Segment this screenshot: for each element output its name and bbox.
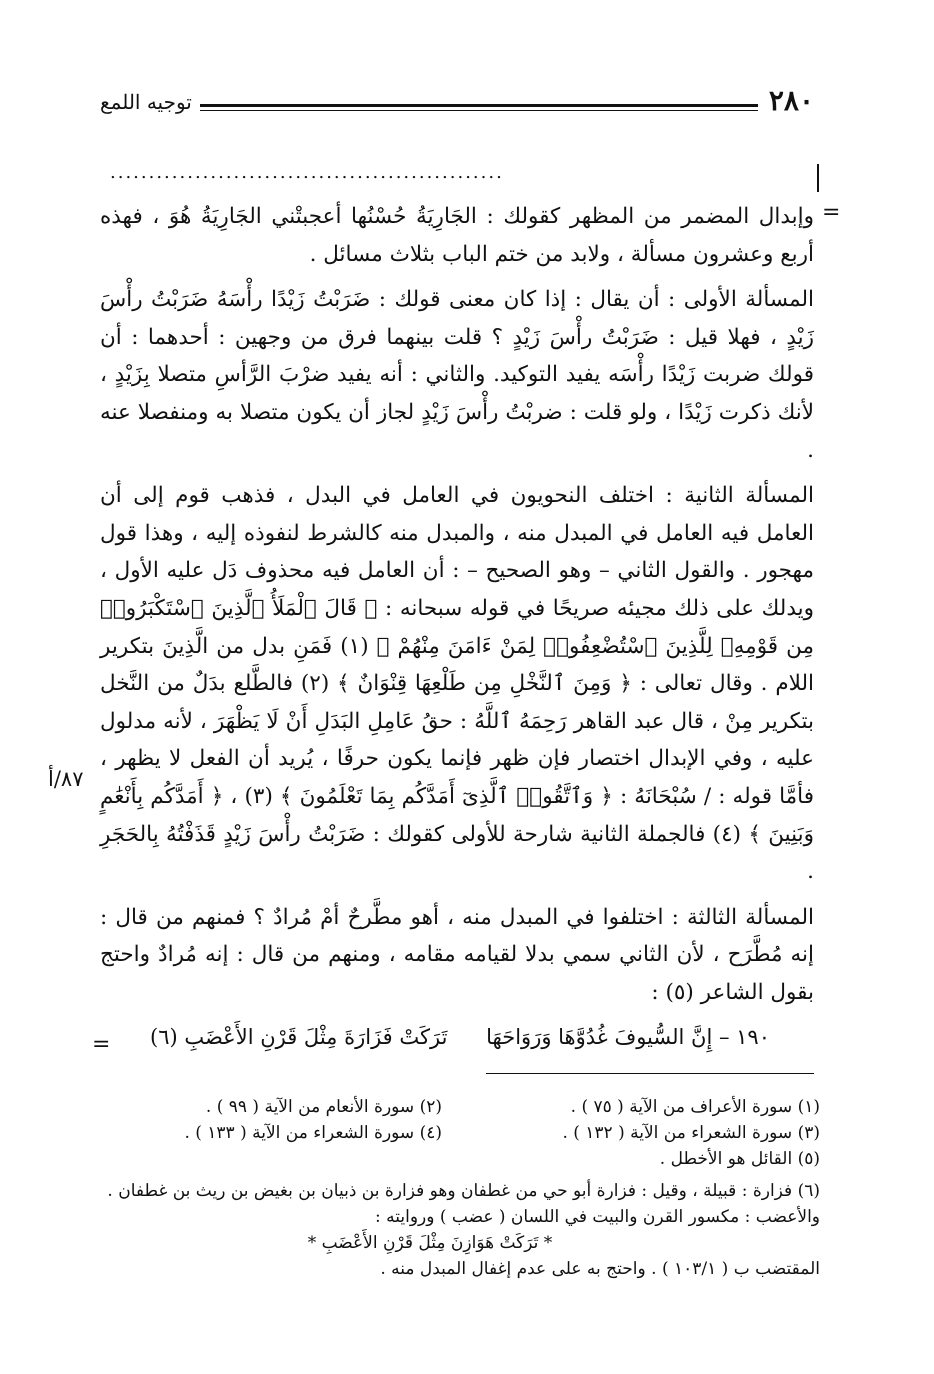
paragraph-intro: وإبدال المضمر من المظهر كقولك : الجَارِيَةُ حُسْنُها أعجبتْني الجَارِيَةُ هُوَ ، فهذه أربع وعشرون مسألة ، ولابد من ختم الباب بثلاث مسائل . bbox=[100, 204, 814, 267]
page-number: ٢٨٠ bbox=[768, 84, 814, 117]
poem-hemistich-2: تَرَكَتْ فَزَارَةَ مِثْلَ قَرْنِ الأَعْضَبِ (٦) bbox=[150, 1025, 448, 1049]
header-rule-thin bbox=[200, 110, 758, 111]
footnote-6-line-1: (٦) فزارة : قبيلة ، وقيل : فزارة أبو حي من غطفان وهو فزارة بن ذبيان بن بغيض بن ريث بن غطفان . bbox=[107, 1181, 820, 1201]
footnote-rule bbox=[486, 1073, 814, 1074]
dotted-separator: ................................................... bbox=[110, 162, 504, 183]
header-rule-thick bbox=[200, 104, 758, 107]
footnote-1: (١) سورة الأعراف من الآية ( ٧٥ ) . bbox=[570, 1097, 820, 1117]
running-title: توجيه اللمع bbox=[100, 90, 192, 114]
footnote-6-line-2: والأعضب : مكسور القرن والبيت في اللسان ( عضب ) وروايته : bbox=[374, 1207, 820, 1227]
footnote-row bbox=[100, 1120, 820, 1146]
footnote-5: (٥) القائل هو الأخطل . bbox=[659, 1149, 820, 1169]
running-header bbox=[100, 82, 814, 122]
main-text bbox=[100, 198, 814, 1011]
footnote-6-line-3: المقتضب ب ( ١٠٣/١ ) . واحتج به على عدم إغفال المبدل منه . bbox=[380, 1259, 820, 1279]
folio-marker: ٨٧/أ bbox=[48, 767, 84, 791]
poem-continuation-mark: = bbox=[92, 1032, 111, 1057]
paragraph-question-3: المسألة الثالثة : اختلفوا في المبدل منه ، أهو مطَّرحٌ أمْ مُرادٌ ؟ فمنهم من قال : إنه مُطَّرَح ، لأن الثاني سمي بدلا لقيامه مقامه ، ومنهم من قال : إنه مُرادٌ واحتج بقول الشاعر (٥) : bbox=[100, 904, 814, 1005]
paragraph-question-1: المسألة الأولى : أن يقال : إذا كان معنى قولك : ضَرَبْتُ زَيْدًا رأْسَهُ ضَرَبْتُ رأْسَ زَيْدٍ ، فهلا قيل : ضَرَبْتُ رأْسَ زَيْدٍ ؟ قلت بينهما فرق من وجهين : أحدهما : أن قولك ضربت زَيْدًا رأْسَه يفيد التوكيد. والثاني : أنه يفيد ضرْبَ الرَّأسِ متصلا بِزَيْدٍ ، لأنك ذكرت زَيْدًا ، ولو قلت : ضربْتُ رأْسَ زَيْدٍ لجاز أن يكون متصلا به ومنفصلا عنه . bbox=[100, 287, 814, 463]
poem-hemistich-1: ١٩٠ – إِنَّ السُّيوفَ غُدُوَّهَا وَرَوَاحَهَا bbox=[486, 1025, 770, 1049]
continuation-mark: = bbox=[822, 200, 841, 225]
footnotes bbox=[100, 1094, 820, 1282]
footnote-3: (٣) سورة الشعراء من الآية ( ١٣٢ ) . bbox=[562, 1123, 820, 1143]
footnote-2: (٢) سورة الأنعام من الآية ( ٩٩ ) . bbox=[205, 1097, 442, 1117]
footnote-row bbox=[100, 1094, 820, 1120]
footnote-4: (٤) سورة الشعراء من الآية ( ١٣٣ ) . bbox=[184, 1123, 442, 1143]
paragraph-question-2: المسألة الثانية : اختلف النحويون في العامل في البدل ، فذهب قوم إلى أن العامل فيه العامل في المبدل منه ، والمبدل منه كالشرط لنفوذه إليه ، وهذا قول مهجور . والقول الثاني – وهو الصحيح – : أن العامل فيه محذوف دَل عليه الأول ، ويدلك على ذلك مجيئه صريحًا في قوله سبحانه : ﴿ قَالَ ٱلْمَلَأُ ٱلَّذِينَ ٱسْتَكْبَرُوا۟ مِن قَوْمِهِۦ لِلَّذِينَ ٱسْتُضْعِفُوا۟ لِمَنْ ءَامَنَ مِنْهُمْ ﴾ (١) فَمَنِ بدل من الَّذِينَ بتكرير اللام . وقال تعالى : ﴿ وَمِنَ ٱلنَّخْلِ مِن طَلْعِهَا قِنْوَانٌ ﴾ (٢) فالطَّلع بدَلٌ من النَّخل بتكرير مِنْ ، قال عبد القاهر رَحِمَهُ ٱللَّهُ : حقُ عَامِلِ البَدَلِ أَنْ لَا يَظْهَرَ ، لأنه مدلول عليه ، وفي الإبدال اختصار فإن ظهر فإنما يكون حرفًا ، يُريد أن الفعل لا يظهر ، فأمَّا قوله : / سُبْحَانَهُ : ﴿ وَٱتَّقُوا۟ ٱلَّذِىٓ أَمَدَّكُم بِمَا تَعْلَمُونَ ﴾ (٣) ، ﴿ أَمَدَّكُم بِأَنْعَٰمٍ وَبَنِينَ ﴾ (٤) فالجملة الثانية شارحة للأولى كقولك : ضَرَبْتُ رأْسَ زَيْدٍ قَذَفْتُهُ بِالحَجَرِ . bbox=[100, 483, 815, 885]
footnote-6-verse: * تَرَكَتْ هَوَازِنَ مِثْلَ قَرْنِ الأَعْضَبِ * bbox=[307, 1233, 553, 1253]
vertical-bar bbox=[817, 164, 819, 192]
poem-verse bbox=[150, 1025, 770, 1065]
